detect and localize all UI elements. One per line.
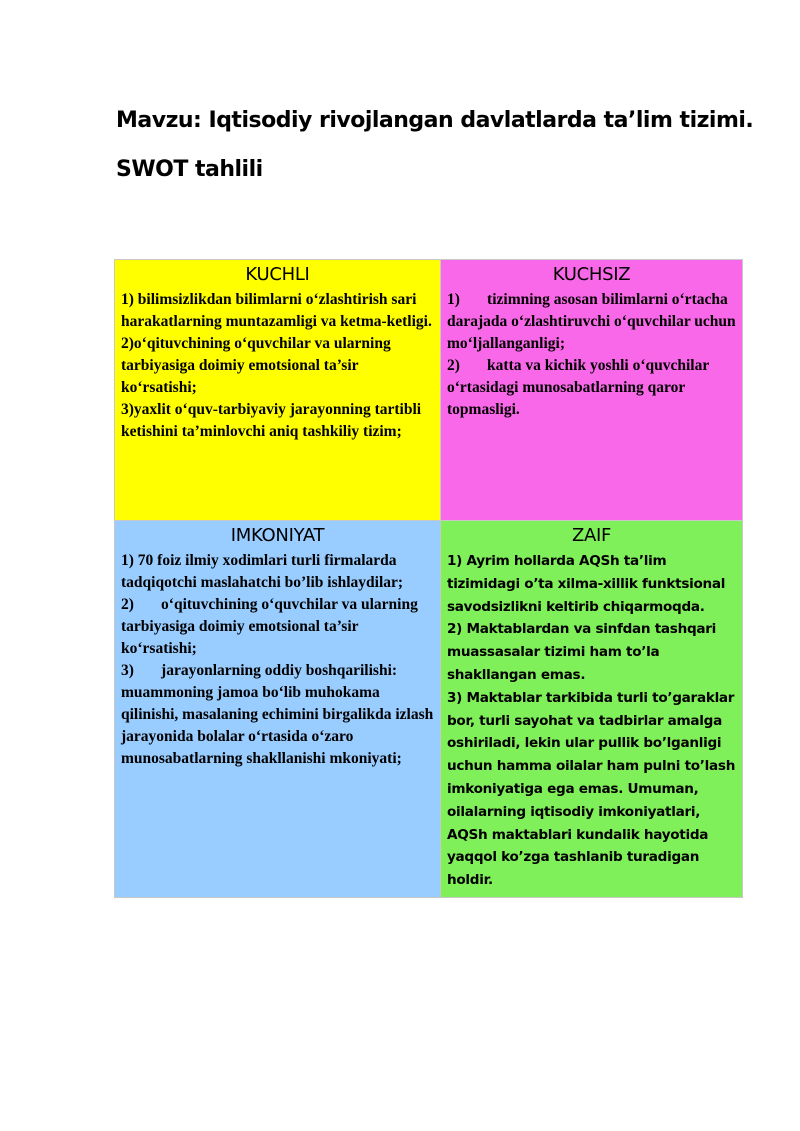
threats-item: 3) Maktablar tarkibida turli to’garaklar bor, turli sayohat va tadbirlar amalga oshiriladi, lekin ular pullik bo’lganligi uchun hamma oilalar ham pulni to’lash imkoniyatiga ega emas. Umuman, oilalarning iqtisodiy imkoniyatlari, AQSh maktablari kundalik hayotida yaqqol ko’zga tashlanib turadigan holdir. bbox=[447, 689, 736, 889]
opportunities-cell bbox=[115, 521, 441, 898]
threats-title: ZAIF bbox=[571, 525, 612, 546]
threats-item: 2) Maktablardan va sinfdan tashqari muassasalar tizimi ham to’la shakllangan emas. bbox=[447, 621, 717, 683]
weaknesses-item: 2) katta va kichik yoshli o‘quvchilar o‘rtasidagi munosabatlarning qaror topmasligi. bbox=[447, 357, 709, 418]
weaknesses-item: 1) tizimning asosan bilimlarni o‘rtacha darajada o‘zlashtiruvchi o‘quvchilar uchun mo‘ljallanganligi; bbox=[447, 291, 736, 352]
opportunities-item: 1) 70 foiz ilmiy xodimlari turli firmalarda tadqiqotchi maslahatchi bo’lib ishlaydilar; bbox=[121, 552, 404, 591]
page-subtitle: SWOT tahlili bbox=[116, 157, 263, 182]
weaknesses-cell bbox=[441, 260, 743, 521]
opportunities-title: IMKONIYAT bbox=[230, 525, 325, 546]
swot-row-top bbox=[115, 260, 743, 521]
threats-item: 1) Ayrim hollarda AQSh ta’lim tizimidagi o’ta xilma-xillik funktsional savodsizlikni keltirib chiqarmoqda. bbox=[447, 553, 726, 615]
opportunities-item: 3) jarayonlarning oddiy boshqarilishi: muammoning jamoa bo‘lib muhokama qilinishi, masalaning echimini birgalikda izlash jarayonida bolalar o‘rtasida o‘zaro munosabatlarning shakllanishi mkoniyati; bbox=[121, 662, 434, 767]
threats-text bbox=[447, 550, 736, 892]
strengths-item: 2)o‘qituvchining o‘quvchilar va ularning tarbiyasiga doimiy emotsional ta’sir ko‘rsatishi; bbox=[121, 335, 391, 396]
strengths-item: 1) bilimsizlikdan bilimlarni o‘zlashtirish sari harakatlarning muntazamligi va ketma-ketligi. bbox=[121, 291, 432, 330]
swot-table bbox=[114, 259, 743, 898]
opportunities-text bbox=[121, 550, 434, 770]
strengths-text bbox=[121, 289, 434, 443]
page-title: Mavzu: Iqtisodiy rivojlangan davlatlarda ta’lim tizimi. bbox=[116, 108, 754, 133]
opportunities-item: 2) o‘qituvchining o‘quvchilar va ularning tarbiyasiga doimiy emotsional ta’sir ko‘rsatishi; bbox=[121, 596, 418, 657]
threats-cell bbox=[441, 521, 743, 898]
weaknesses-text bbox=[447, 289, 736, 421]
strengths-item: 3)yaxlit o‘quv-tarbiyaviy jarayonning tartibli ketishini ta’minlovchi aniq tashkiliy tizim; bbox=[121, 401, 422, 440]
strengths-cell bbox=[115, 260, 441, 521]
swot-row-bottom bbox=[115, 521, 743, 898]
strengths-title: KUCHLI bbox=[245, 264, 310, 285]
weaknesses-title: KUCHSIZ bbox=[552, 264, 631, 285]
